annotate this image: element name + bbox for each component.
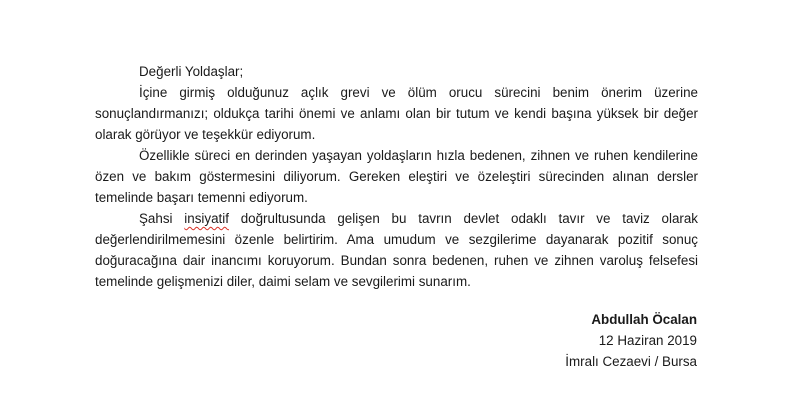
paragraph-2: Özellikle süreci en derinden yaşayan yoldaşların hızla bedenen, zihnen ve ruhen kendilerine özen ve bakım göstermesini diliyorum. Gereken eleştiri ve özeleştiri sürecinden alınan dersler temelinde başarı temenni ediyorum. — [95, 148, 698, 205]
letter-body — [95, 61, 698, 292]
signature-name: Abdullah Öcalan — [591, 312, 697, 327]
salutation: Değerli Yoldaşlar; — [139, 64, 244, 79]
signature-location: İmralı Cezaevi / Bursa — [565, 354, 697, 369]
spellcheck-flagged-word[interactable]: insiyatif — [184, 211, 229, 226]
signature-date: 12 Haziran 2019 — [598, 333, 697, 348]
signature-block — [565, 309, 697, 372]
paragraph-1: İçine girmiş olduğunuz açlık grevi ve ölüm orucu sürecini benim önerim üzerine sonuçlandırmanızı; oldukça tarihi önemi ve anlamı olan bir tutum ve kendi başına yüksek bir değer olarak görüyor ve teşekkür ediyorum. — [95, 85, 698, 142]
paragraph-3-start: Şahsi — [139, 211, 185, 226]
paragraph-3 — [95, 208, 698, 292]
paragraph-3-rest: doğrultusunda gelişen bu tavrın devlet odaklı tavır ve taviz olarak değerlendirilmemesini özenle belirtirim. Ama umudum ve sezgilerime dayanarak pozitif sonuç doğuracağına dair inancımı koruyorum. Bundan sonra bedenen, ruhen ve zihnen varoluş felsefesi temelinde gelişmenizi diler, daimi selam ve sevgilerimi sunarım. — [95, 211, 698, 289]
